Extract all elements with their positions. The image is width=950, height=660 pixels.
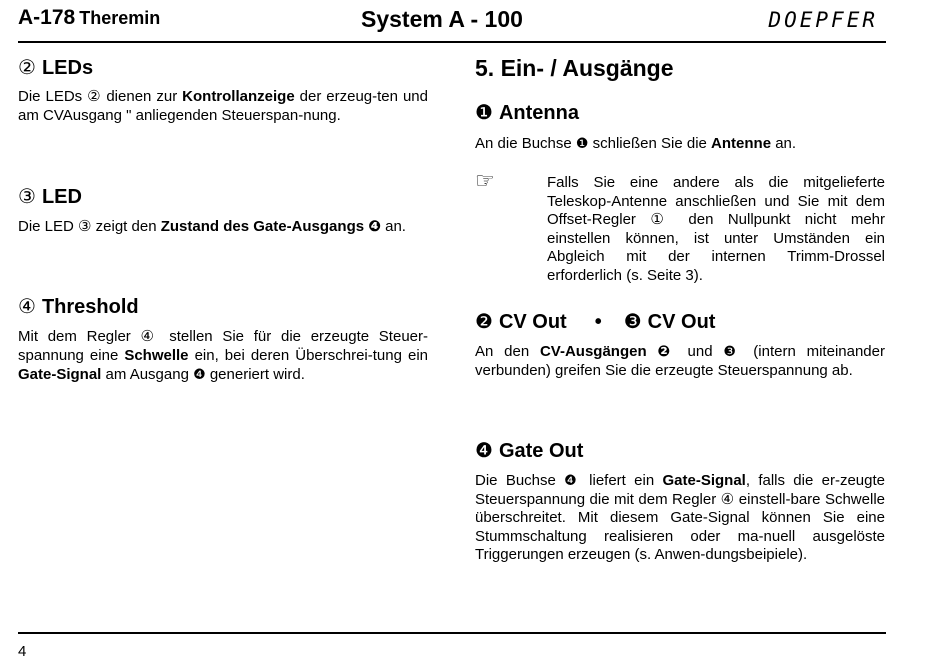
gate-out-paragraph: Die Buchse ❹ liefert ein Gate-Signal, falls die er-zeugte Steuerspannung die mit dem Regler ④ einstell-bare Schwelle überschreitet. Mit diesem Gate-Signal können Sie eine Stummschaltung realisieren oder ma-nuell ausgelöste Triggerungen erzeugen (s. Anwen-dungsbeipiele). <box>475 472 885 563</box>
led-paragraph: Die LED ③ zeigt den Zustand des Gate-Ausgangs ❹ an. <box>18 218 406 235</box>
antenna-number: ❶ <box>475 102 493 124</box>
header-divider <box>18 41 886 43</box>
led-ref: ③ <box>78 218 92 235</box>
threshold-ref: ④ <box>720 490 735 508</box>
gate-out-marker: ❹ <box>564 472 581 488</box>
leds-title: LEDs <box>41 57 94 79</box>
pointing-hand-icon: ☞ <box>475 168 495 193</box>
cv-out-title-b: CV Out <box>647 311 716 333</box>
cv-out-marker: ❸ <box>723 343 743 359</box>
cv-out-title-a: CV Out <box>498 311 567 333</box>
led-heading <box>18 184 82 209</box>
threshold-heading <box>18 294 139 319</box>
brand-logo: DOEPFER <box>768 8 878 32</box>
leds-heading <box>18 55 93 80</box>
cv-out-number-b: ❸ <box>623 311 642 333</box>
threshold-title: Threshold <box>41 296 139 318</box>
led-number: ③ <box>18 186 36 208</box>
module-id <box>18 6 160 30</box>
gate-marker: ❹ <box>193 366 206 382</box>
antenna-title: Antenna <box>498 102 579 124</box>
section-title: 5. Ein- / Ausgänge <box>475 55 674 81</box>
note-paragraph: Falls Sie eine andere als die mitgelieferte Teleskop-Antenne anschließen und Sie mit dem Offset-Regler ① den Nullpunkt nicht mehr einstellen können, ist unter Umständen ein Abgleich mit der internen Trimm-Drossel erforderlich (s. Seite 3). <box>547 174 886 284</box>
page-number: 4 <box>18 643 27 660</box>
threshold-paragraph: Mit dem Regler ④ stellen Sie für die erzeugte Steuer-spannung eine Schwelle ein, bei deren Überschrei-tung ein Gate-Signal am Ausgang ❹ generiert wird. <box>18 328 428 383</box>
gate-out-title: Gate Out <box>498 440 584 462</box>
cv-out-separator: • <box>594 311 602 333</box>
antenna-paragraph: An die Buchse ❶ schließen Sie die Antenne an. <box>475 135 797 152</box>
module-name: Theremin <box>79 8 161 28</box>
system-title: System A - 100 <box>361 6 523 32</box>
cv-out-number-a: ❷ <box>475 311 493 333</box>
leds-paragraph: Die LEDs ② dienen zur Kontrollanzeige der erzeug-ten und am CVAusgang " anliegenden Steuerspan-nung. <box>18 88 428 124</box>
footer-divider <box>18 632 886 634</box>
offset-ref: ① <box>650 211 675 228</box>
model-number: A-178 <box>18 6 76 29</box>
threshold-ref: ④ <box>140 328 160 345</box>
leds-number: ② <box>18 57 36 79</box>
cv-out-paragraph: An den CV-Ausgängen ❷ und ❸ (intern miteinander verbunden) greifen Sie die erzeugte Steuerspannung ab. <box>475 343 885 379</box>
antenna-marker: ❶ <box>575 135 589 151</box>
leds-ref: ② <box>87 88 102 105</box>
led-title: LED <box>41 186 82 208</box>
page-header <box>18 4 886 38</box>
gate-out-number: ❹ <box>475 440 493 462</box>
gate-out-heading <box>475 438 583 463</box>
threshold-number: ④ <box>18 296 36 318</box>
cv-out-heading <box>475 309 715 334</box>
antenna-heading <box>475 100 579 125</box>
